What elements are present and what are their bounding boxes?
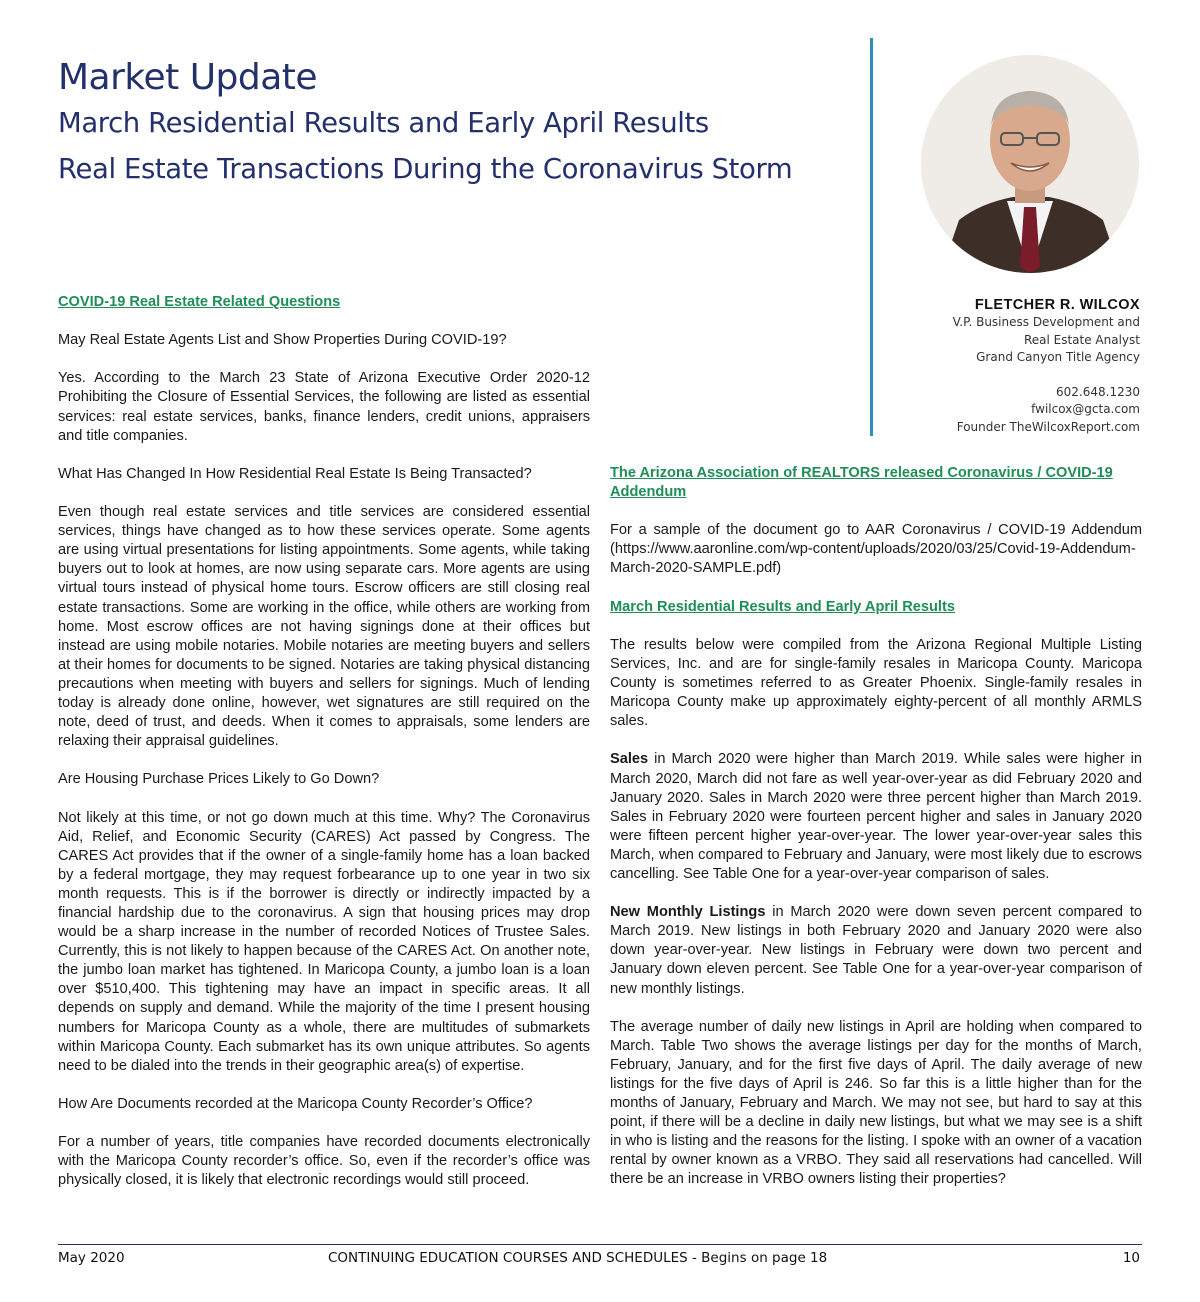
answer-4: For a number of years, title companies have recorded documents electronically with the Maricopa County recorder’s office. So, even if the recorder’s office was physically closed, it is likely that electronic recordings would still proceed. [58, 1134, 590, 1189]
answer-3: Not likely at this time, or not go down much at this time. Why? The Coronavirus Aid, Relief, and Economic Security (CARES) Act passed by Congress. The CARES Act provides that if the owner of a single-family home has a loan backed by a federal mortgage, they may request forbearance up to one year in two six month requests. This is if the borrower is directly or indirectly impacted by a financial hardship due to the coronavirus. A sign that housing prices may drop would be a sharp increase in the number of recorded Notices of Trustee Sales. Currently, this is not likely to happen because of the CARES Act. On another note, the jumbo loan market has tightened. In Maricopa County, a jumbo loan is a loan over $510,400. This tightening may have an impact in specific areas. It all depends on supply and demand. While the majority of the time I present housing numbers for Maricopa County as a whole, there are multitudes of submarkets within Maricopa County. Each submarket has its own unique attributes. So agents need to be dialed into the trends in their geographic area(s) of expertise. [58, 809, 590, 1074]
answer-2: Even though real estate services and title services are considered essential services, things have changed as to how these services operate. Some agents are using virtual presentations for listing appointments. Some agents, while taking buyers out to look at homes, are now using separate cars. More agents are using virtual tours instead of physical home tours. Escrow officers are still closing real estate transactions. Some are working in the office, while others are working from home. Most escrow offices are not having signings done at their offices but instead are using mobile notaries. Mobile notaries are meeting buyers and sellers at their homes for documents to be signed. Notaries are taking physical distancing precautions when meeting with buyers and sellers for signings. Much of lending today is already done online, however, wet signatures are still required on the note, deed of trust, and deeds. When it comes to appraisals, some lenders are relaxing their appraisal guidelines. [58, 504, 590, 750]
page-number: 10 [1122, 1250, 1140, 1266]
page-header [58, 56, 858, 192]
vertical-divider [870, 38, 873, 436]
page-subtitle-1: March Residential Results and Early April Results [58, 107, 709, 139]
aar-addendum-heading-link[interactable]: The Arizona Association of REALTORS released Coronavirus / COVID-19 Addendum [610, 465, 1113, 501]
question-3: Are Housing Purchase Prices Likely to Go Down? [58, 771, 380, 788]
results-intro-paragraph: The results below were compiled from the Arizona Regional Multiple Listing Services, Inc. and are for single-family resales in Maricopa County. Maricopa County is sometimes referred to as Greater Phoenix. Single-family resales in Maricopa County make up approximately eighty-percent of all monthly ARMLS sales. [610, 636, 1142, 730]
left-column [58, 293, 590, 1190]
listings-paragraph [610, 903, 1142, 998]
covid-questions-heading-link[interactable]: COVID-19 Real Estate Related Questions [58, 294, 341, 310]
question-1: May Real Estate Agents List and Show Properties During COVID-19? [58, 332, 507, 349]
footer-rule [58, 1244, 1142, 1245]
question-2: What Has Changed In How Residential Real Estate Is Being Transacted? [58, 465, 532, 482]
page-subtitle-2: Real Estate Transactions During the Coronavirus Storm [58, 153, 793, 185]
sales-label: Sales [610, 751, 649, 768]
page-title: Market Update [58, 57, 318, 98]
addendum-paragraph: For a sample of the document go to AAR Coronavirus / COVID-19 Addendum (https://www.aaronline.com/wp-content/uploads/2020/03/25/Covid-19-Addendum-March-2020-SAMPLE.pdf) [610, 522, 1142, 577]
listings-text: in March 2020 were down seven percent compared to March 2019. New listings in both February 2020 and January 2020 were also down year-over-year. New listings in February were down two percent and January down eleven percent. See Table One for a year-over-year comparison of new monthly listings. [610, 904, 1142, 997]
author-title-line-1: V.P. Business Development and [952, 315, 1140, 329]
page-footer [58, 1250, 1142, 1270]
author-block [890, 296, 1140, 436]
answer-1: Yes. According to the March 23 State of Arizona Executive Order 2020-12 Prohibiting the Closure of Essential Services, the following are listed as essential services: real estate services, banks, finance lenders, credit unions, appraisers and title companies. [58, 370, 590, 444]
author-title-line-2: Real Estate Analyst [1023, 332, 1140, 347]
sales-paragraph [610, 750, 1142, 884]
right-column [610, 464, 1142, 1190]
author-email[interactable]: fwilcox@gcta.com [1031, 402, 1140, 416]
author-founder: Founder TheWilcoxReport.com [956, 419, 1140, 434]
author-photo [921, 55, 1139, 273]
footer-date: May 2020 [58, 1250, 125, 1266]
sales-text: in March 2020 were higher than March 2019. While sales were higher in March 2020, March did not fare as well year-over-year as did February 2020 and January 2020. Sales in March 2020 were three percent higher than March 2019. Sales in February 2020 were fourteen percent higher and sales in January 2020 were fifteen percent higher year-over-year. The lower year-over-year sales this March, when compared to February and January, were most likely due to escrows cancelling. See Table One for a year-over-year comparison of sales. [610, 751, 1142, 882]
listings-label: New Monthly Listings [610, 904, 766, 921]
footer-ce-courses: CONTINUING EDUCATION COURSES AND SCHEDULES - Begins on page 18 [328, 1250, 828, 1266]
question-4: How Are Documents recorded at the Maricopa County Recorder’s Office? [58, 1095, 533, 1112]
author-company: Grand Canyon Title Agency [976, 350, 1140, 364]
author-name: FLETCHER R. WILCOX [974, 297, 1140, 313]
daily-listings-paragraph: The average number of daily new listings in April are holding when compared to March. Table Two shows the average listings per day for the months of March, February, January, and for the first five days of April. The daily average of new listings for the five days of April is 246. So far this is a little higher than for the months of January, February and March. We may not see, but hard to say at this point, if there will be a decline in daily new listings, but what we may see is a shift in who is listing and the reasons for the listing. I spoke with an owner of a vacation rental by owner known as a VRBO. They said all reservations had cancelled. Will there be an increase in VRBO owners listing their properties? [610, 1018, 1142, 1188]
march-results-heading-link[interactable]: March Residential Results and Early April Results [610, 598, 955, 615]
author-phone: 602.648.1230 [1056, 384, 1140, 399]
